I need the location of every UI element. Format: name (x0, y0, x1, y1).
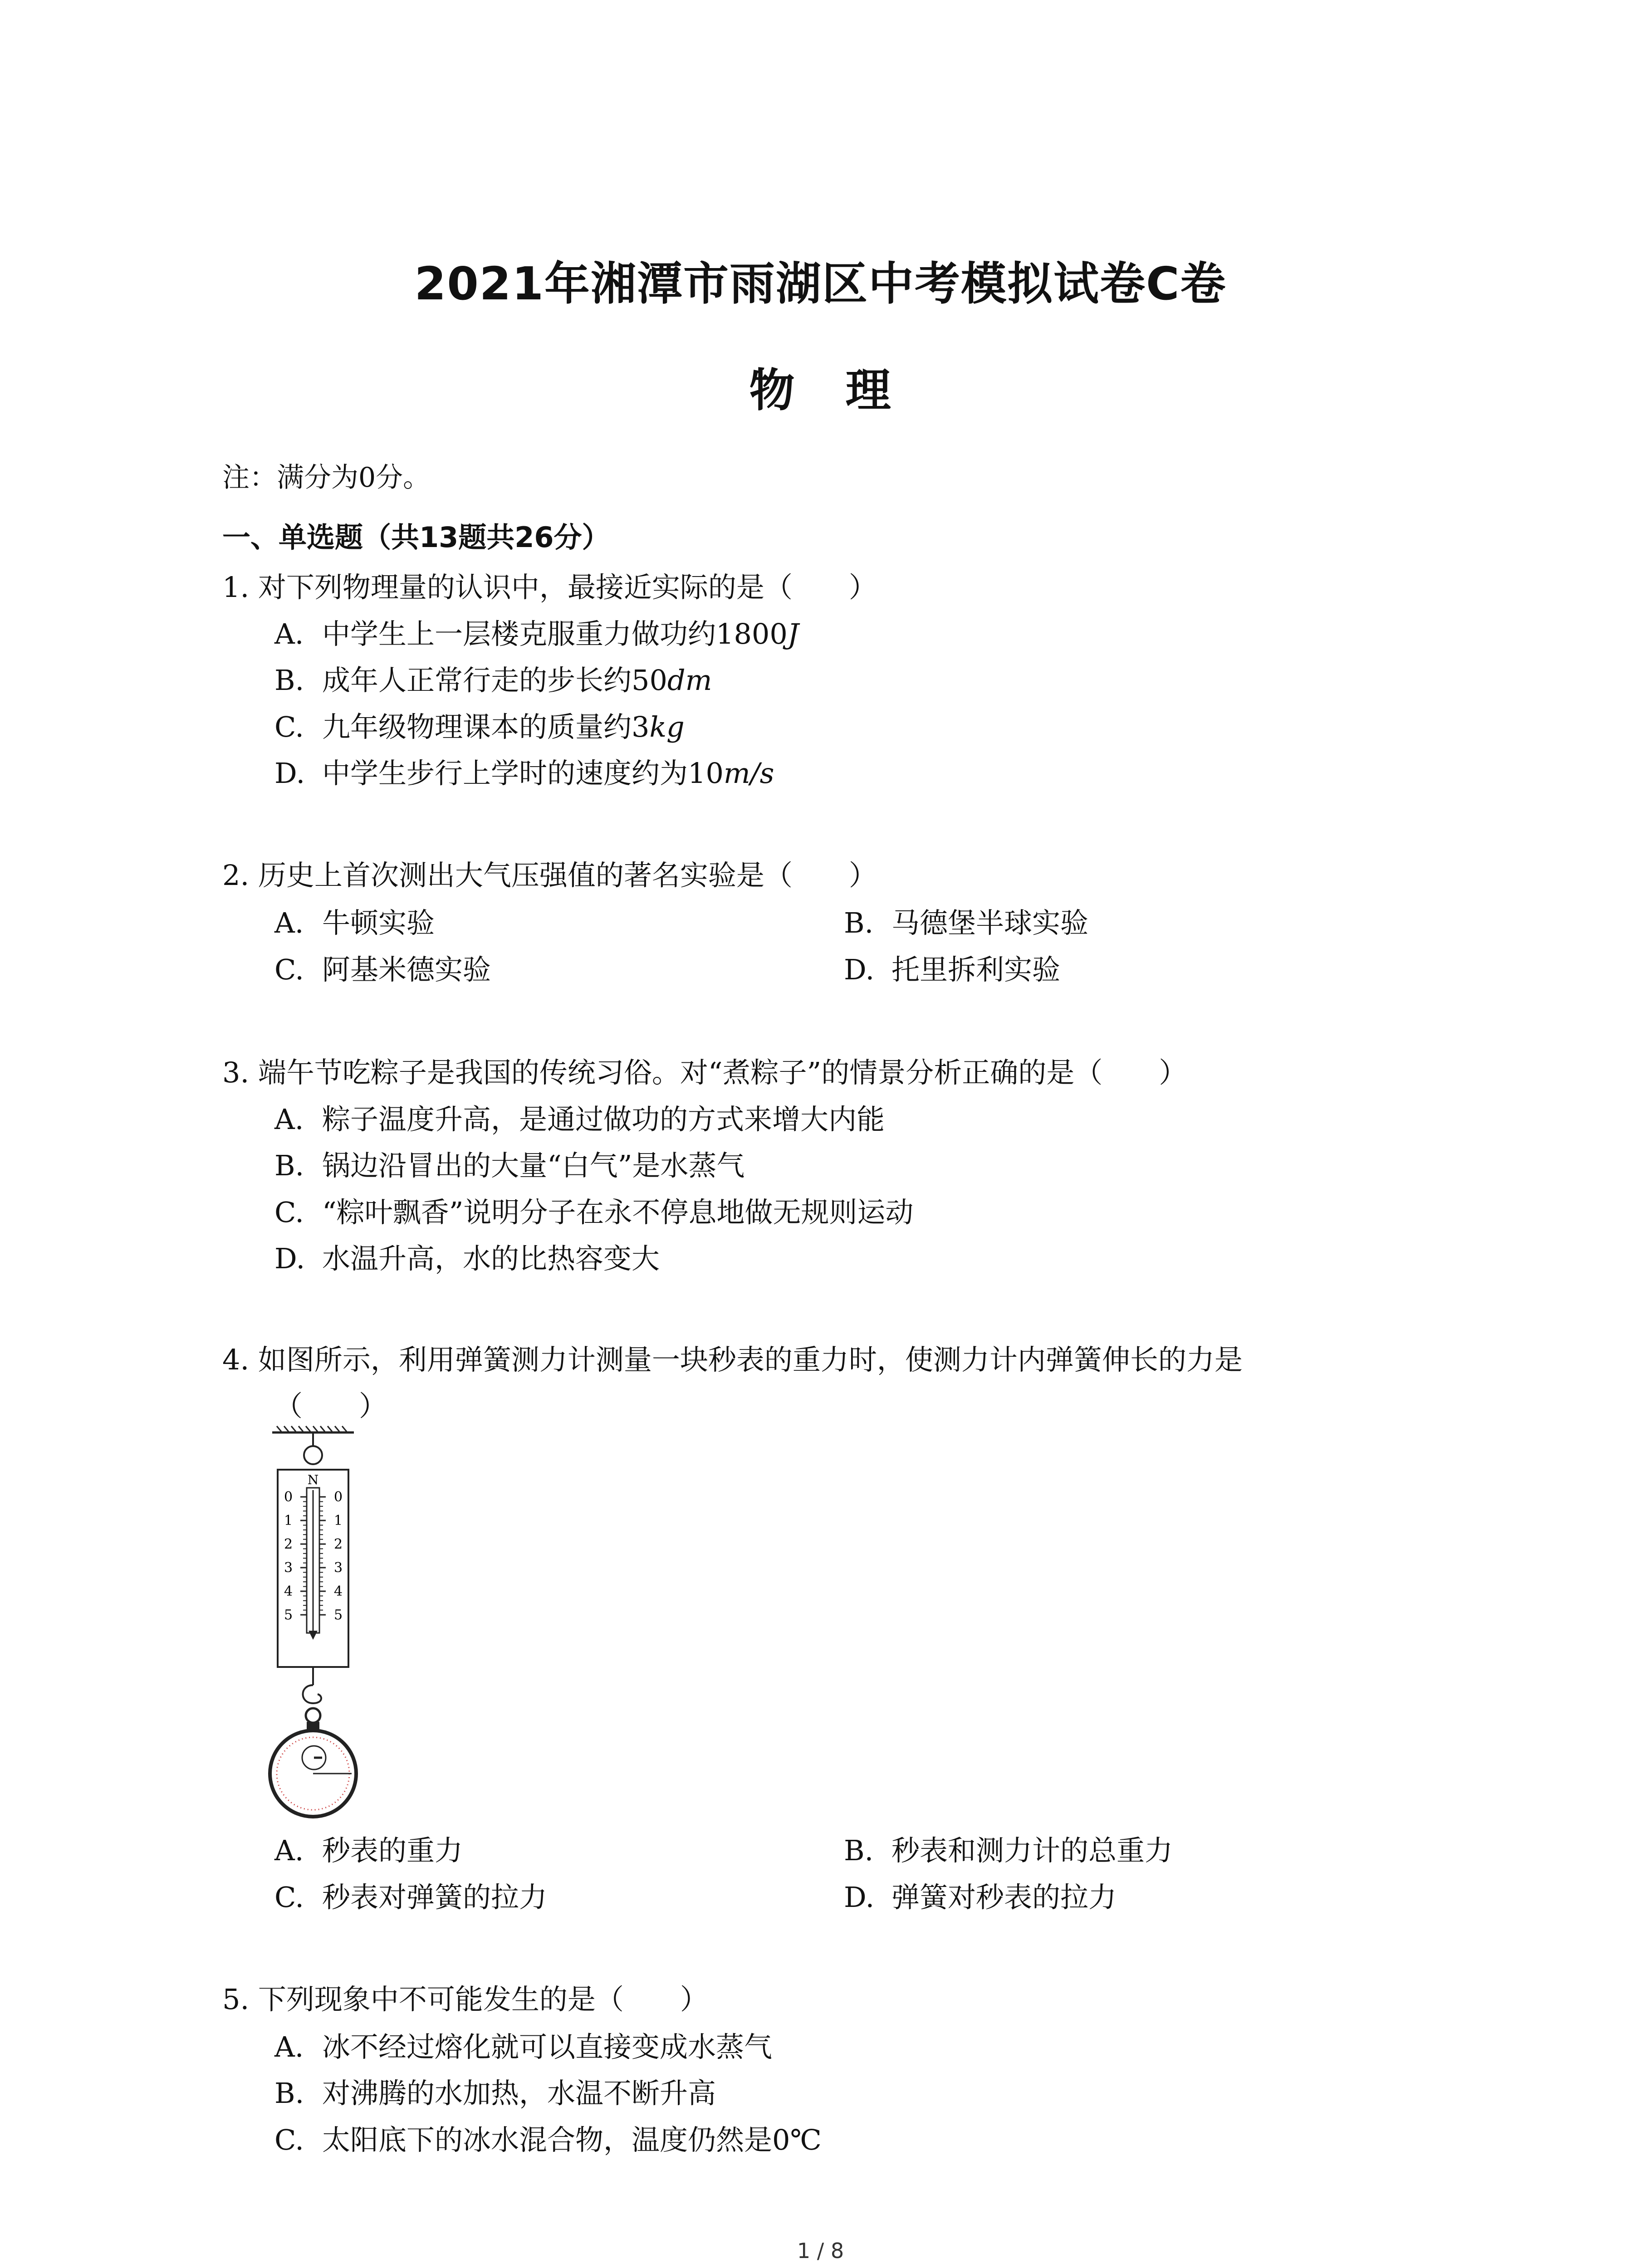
option-label: A. (274, 1834, 304, 1867)
scale-right-label: 2 (334, 1536, 343, 1552)
question-5-option-b (274, 2071, 716, 2111)
hook-icon (303, 1685, 322, 1703)
option-text: 成年人正常行走的步长约50 (322, 664, 667, 697)
scale-right-label: 0 (334, 1489, 343, 1505)
stopwatch-ring (306, 1708, 320, 1723)
question-3-stem: 3. 端午节吃粽子是我国的传统习俗。对“煮粽子”的情景分析正确的是（ ） (222, 1056, 1187, 1089)
option-label: B. (274, 1149, 304, 1182)
option-text: 九年级物理课本的质量约3 (322, 710, 650, 743)
option-text: 牛顿实验 (322, 906, 435, 939)
page-title: 2021年湘潭市雨湖区中考模拟试卷C卷 (414, 257, 1227, 310)
top-ring (304, 1446, 322, 1464)
option-label: B. (844, 1834, 874, 1867)
option-label: A. (274, 906, 304, 939)
option-label: B. (274, 2077, 304, 2110)
question-2-option-c (274, 947, 491, 987)
option-text: 秒表的重力 (322, 1834, 463, 1867)
question-3-option-d (274, 1236, 660, 1276)
question-1-stem: 1. 对下列物理量的认识中，最接近实际的是（ ） (222, 571, 877, 604)
option-label: D. (274, 1242, 305, 1275)
question-2-option-d (844, 947, 1060, 987)
page-number: 1 / 8 (797, 2239, 844, 2263)
option-text: 冰不经过熔化就可以直接变成水蒸气 (322, 2030, 773, 2063)
question-5-option-c (274, 2117, 822, 2158)
option-label: D. (844, 1881, 875, 1914)
option-label: C. (274, 2123, 304, 2156)
option-text: 秒表对弹簧的拉力 (322, 1881, 548, 1914)
option-label: C. (274, 1881, 304, 1914)
question-2-option-b (844, 900, 1088, 941)
option-text: 中学生步行上学时的速度约为10 (322, 757, 724, 790)
option-text: 阿基米德实验 (322, 953, 491, 986)
question-3-option-a (274, 1097, 885, 1137)
option-text: 对沸腾的水加热，水温不断升高 (322, 2077, 716, 2110)
option-text: 弹簧对秒表的拉力 (892, 1881, 1117, 1914)
scale-left-label: 0 (284, 1489, 293, 1505)
question-1-option-d (274, 751, 774, 791)
subject-title (0, 354, 1641, 419)
option-label: C. (274, 953, 304, 986)
option-unit: J (787, 617, 799, 650)
question-1-option-c (274, 704, 685, 745)
option-text: 中学生上一层楼克服重力做功约1800 (322, 617, 788, 650)
option-label: B. (274, 664, 304, 697)
scale-left-label: 3 (284, 1560, 293, 1576)
question-2-option-a (274, 900, 435, 941)
option-label: B. (844, 906, 874, 939)
question-3-option-b (274, 1143, 745, 1183)
spring-scale-figure (268, 1424, 363, 1833)
option-text: 锅边沿冒出的大量“白气”是水蒸气 (322, 1149, 745, 1182)
scale-left-label: 1 (284, 1513, 293, 1529)
option-label: D. (274, 757, 305, 790)
scale-right-label: 1 (334, 1513, 343, 1529)
scale-left-label: 4 (284, 1584, 293, 1599)
option-label: C. (274, 1196, 304, 1229)
option-label: A. (274, 2030, 304, 2063)
question-1-option-b (274, 658, 712, 698)
option-text: 粽子温度升高，是通过做功的方式来增大内能 (322, 1103, 885, 1136)
subject-char-2: 理 (845, 364, 892, 417)
option-unit: dm (667, 664, 712, 697)
question-1-option-a (274, 611, 799, 652)
option-label: C. (274, 710, 304, 743)
question-4-option-d (844, 1875, 1117, 1915)
question-3-option-c (274, 1190, 913, 1230)
scale-left-label: 5 (284, 1607, 293, 1623)
option-text: 秒表和测力计的总重力 (892, 1834, 1173, 1867)
question-4-option-a (274, 1828, 463, 1868)
subject-char-1: 物 (749, 364, 796, 417)
option-label: D. (844, 953, 875, 986)
ceiling-support (272, 1426, 354, 1432)
question-5-stem: 5. 下列现象中不可能发生的是（ ） (222, 1983, 708, 2016)
option-text: 太阳底下的冰水混合物，温度仍然是0℃ (322, 2123, 822, 2156)
scale-right-label: 5 (334, 1607, 343, 1623)
question-4-option-c (274, 1875, 547, 1915)
option-unit: m/s (723, 757, 774, 790)
section-heading: 一、单选题（共13题共26分） (222, 521, 610, 554)
scale-right-label: 4 (334, 1584, 343, 1599)
question-5-option-a (274, 2024, 772, 2065)
question-4-stem: 4. 如图所示，利用弹簧测力计测量一块秒表的重力时，使测力计内弹簧伸长的力是 (222, 1343, 1243, 1376)
option-label: A. (274, 617, 304, 650)
score-note: 注：满分为0分。 (222, 462, 431, 494)
scale-left-label: 2 (284, 1536, 293, 1552)
scale-unit-letter: N (307, 1472, 319, 1487)
question-4-option-b (844, 1828, 1173, 1868)
option-text: “粽叶飘香”说明分子在永不停息地做无规则运动 (322, 1196, 914, 1229)
option-label: A. (274, 1103, 304, 1136)
scale-right-label: 3 (334, 1560, 343, 1576)
option-text: 马德堡半球实验 (892, 906, 1089, 939)
option-text: 托里拆利实验 (892, 953, 1061, 986)
question-2-stem: 2. 历史上首次测出大气压强值的著名实验是（ ） (222, 859, 877, 892)
option-unit: kg (649, 710, 685, 743)
option-text: 水温升高，水的比热容变大 (322, 1242, 660, 1275)
question-4-stem-continued: （ ） (274, 1389, 387, 1422)
